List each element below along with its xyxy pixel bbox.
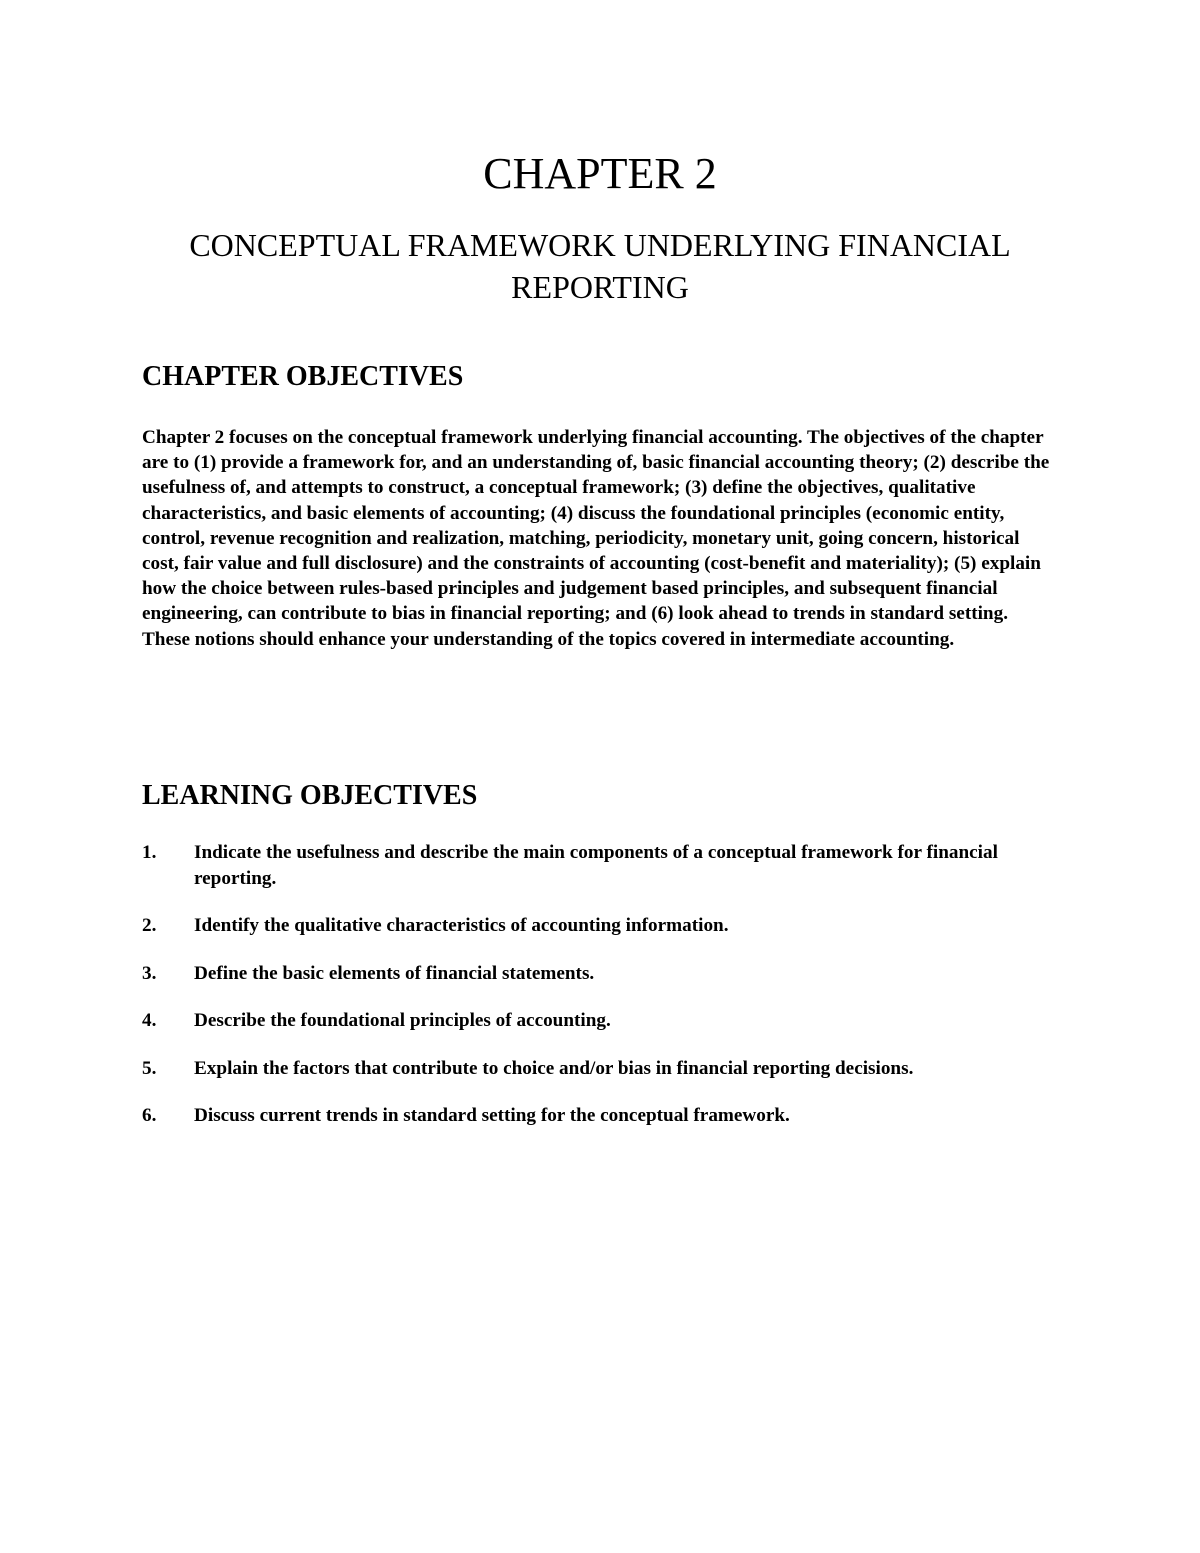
chapter-title: CHAPTER 2 <box>483 149 717 198</box>
learning-objective-item <box>142 913 1042 939</box>
chapter-objectives-paragraph: Chapter 2 focuses on the conceptual framework underlying financial accounting. The objectives of the chapter are to (1) provide a framework for, and an understanding of, basic financial accounting theory; (2) describe the usefulness of, and attempts to construct, a conceptual framework; (3) define the objectives, qualitative characteristics, and basic elements of accounting; (4) discuss the foundational principles (economic entity, control, revenue recognition and realization, matching, periodicity, monetary unit, going concern, historical cost, fair value and full disclosure) and the constraints of accounting (cost-benefit and materiality); (5) explain how the choice between rules-based principles and judgement based principles, and subsequent financial engineering, can contribute to bias in financial reporting; and (6) look ahead to trends in standard setting. These notions should enhance your understanding of the topics covered in intermediate accounting. <box>142 427 1050 650</box>
learning-objective-text: Describe the foundational principles of accounting. <box>194 1010 611 1031</box>
chapter-subtitle: CONCEPTUAL FRAMEWORK UNDERLYING FINANCIAL REPORTING <box>189 227 1011 305</box>
learning-objective-text: Indicate the usefulness and describe the main components of a conceptual framework for financial reporting. <box>194 842 998 889</box>
learning-objective-number: 2. <box>142 915 157 936</box>
learning-objective-text: Discuss current trends in standard setting for the conceptual framework. <box>194 1105 790 1126</box>
learning-objective-number: 3. <box>142 962 157 984</box>
learning-objective-item <box>142 961 1042 987</box>
learning-objective-item <box>142 840 1042 891</box>
learning-objective-item <box>142 1103 1042 1129</box>
learning-objective-text: Identify the qualitative characteristics of accounting information. <box>194 915 729 936</box>
learning-objective-number: 1. <box>142 842 157 863</box>
learning-objective-number: 5. <box>142 1057 157 1079</box>
learning-objective-text: Explain the factors that contribute to choice and/or bias in financial reporting decisions. <box>194 1057 914 1079</box>
learning-objective-number: 6. <box>142 1105 157 1126</box>
learning-objective-text: Define the basic elements of financial statements. <box>194 962 595 984</box>
learning-objective-item <box>142 1008 1042 1034</box>
learning-objectives-heading: LEARNING OBJECTIVES <box>142 780 478 811</box>
learning-objective-number: 4. <box>142 1010 157 1031</box>
learning-objective-item <box>142 1056 1042 1082</box>
chapter-objectives-heading: CHAPTER OBJECTIVES <box>142 361 464 392</box>
learning-objectives-list <box>142 840 1042 1151</box>
